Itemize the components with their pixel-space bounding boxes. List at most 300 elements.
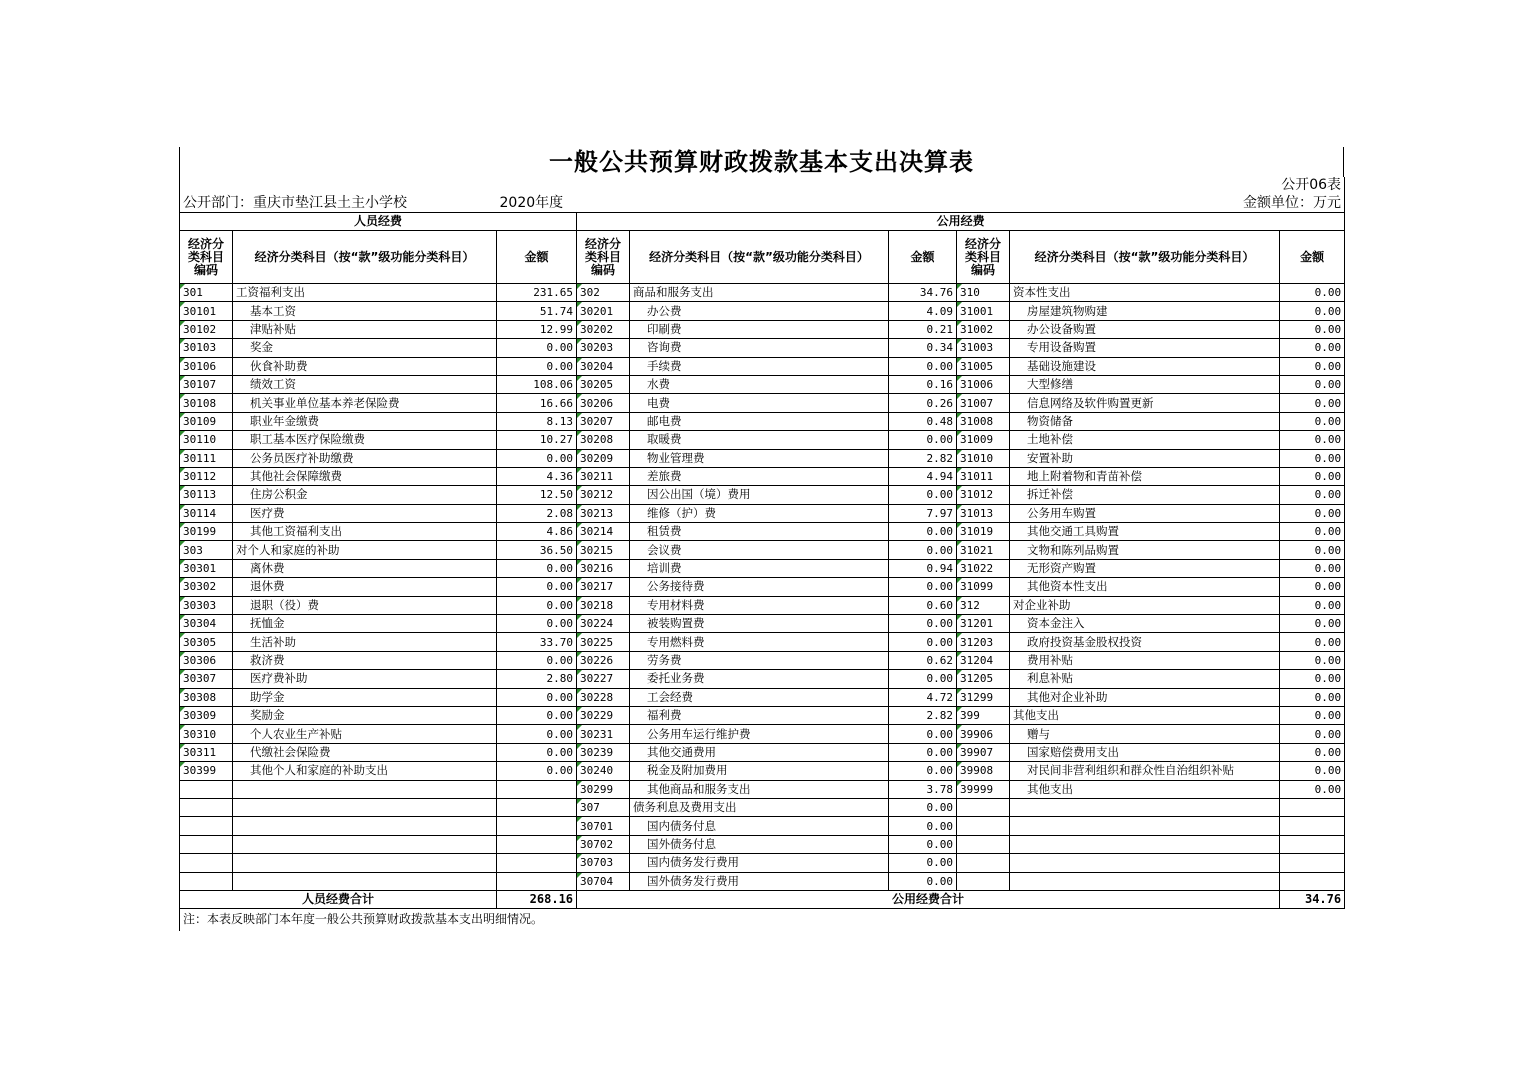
item-amount: 0.00 xyxy=(497,615,577,633)
item-amount: 0.00 xyxy=(497,596,577,614)
item-amount: 0.00 xyxy=(889,670,957,688)
item-code: 30218 xyxy=(577,596,630,614)
item-code: 30305 xyxy=(180,633,233,651)
item-amount: 0.00 xyxy=(1280,596,1345,614)
item-amount: 0.00 xyxy=(497,559,577,577)
table-row xyxy=(180,449,1345,467)
table-row xyxy=(180,725,1345,743)
item-code xyxy=(957,835,1010,853)
item-code: 30108 xyxy=(180,394,233,412)
item-amount: 0.21 xyxy=(889,320,957,338)
item-name: 退职（役）费 xyxy=(233,596,497,614)
item-code: 30704 xyxy=(577,872,630,890)
item-name: 其他资本性支出 xyxy=(1010,578,1280,596)
item-name xyxy=(1010,872,1280,890)
item-code: 30101 xyxy=(180,302,233,320)
item-name: 其他交通工具购置 xyxy=(1010,523,1280,541)
item-amount: 0.00 xyxy=(1280,431,1345,449)
item-amount xyxy=(1280,798,1345,816)
item-name xyxy=(233,854,497,872)
header-name: 经济分类科目（按“款”级功能分类科目） xyxy=(630,231,889,284)
item-code: 30701 xyxy=(577,817,630,835)
item-code xyxy=(957,854,1010,872)
item-code: 30226 xyxy=(577,651,630,669)
item-name: 奖励金 xyxy=(233,706,497,724)
item-code: 30103 xyxy=(180,339,233,357)
item-amount: 4.72 xyxy=(889,688,957,706)
header-amount: 金额 xyxy=(1280,231,1345,284)
item-amount: 4.36 xyxy=(497,467,577,485)
item-code: 30211 xyxy=(577,467,630,485)
item-code: 31008 xyxy=(957,412,1010,430)
table-row xyxy=(180,835,1345,853)
item-name: 代缴社会保险费 xyxy=(233,743,497,761)
item-amount: 0.00 xyxy=(889,835,957,853)
item-name: 生活补助 xyxy=(233,633,497,651)
item-amount: 0.00 xyxy=(889,578,957,596)
item-code: 30207 xyxy=(577,412,630,430)
item-amount: 0.00 xyxy=(1280,762,1345,780)
item-name: 土地补偿 xyxy=(1010,431,1280,449)
item-amount: 0.00 xyxy=(1280,706,1345,724)
item-name: 其他支出 xyxy=(1010,780,1280,798)
item-name: 机关事业单位基本养老保险费 xyxy=(233,394,497,412)
item-code: 30111 xyxy=(180,449,233,467)
item-code xyxy=(180,798,233,816)
item-code: 30240 xyxy=(577,762,630,780)
item-name: 资本性支出 xyxy=(1010,284,1280,302)
item-name: 办公费 xyxy=(630,302,889,320)
item-code: 399 xyxy=(957,706,1010,724)
item-code: 310 xyxy=(957,284,1010,302)
item-name: 公务接待费 xyxy=(630,578,889,596)
item-name: 费用补贴 xyxy=(1010,651,1280,669)
item-amount: 0.00 xyxy=(1280,339,1345,357)
item-name: 其他社会保障缴费 xyxy=(233,467,497,485)
item-code xyxy=(180,854,233,872)
item-amount: 0.00 xyxy=(1280,504,1345,522)
item-name: 其他交通费用 xyxy=(630,743,889,761)
table-row xyxy=(180,798,1345,816)
item-code: 30224 xyxy=(577,615,630,633)
report-title: 一般公共预算财政拨款基本支出决算表 xyxy=(179,147,1344,177)
item-amount: 0.00 xyxy=(497,357,577,375)
item-name: 国外债务付息 xyxy=(630,835,889,853)
report-year: 2020年度 xyxy=(499,194,564,211)
item-code: 31203 xyxy=(957,633,1010,651)
item-amount: 12.99 xyxy=(497,320,577,338)
item-name: 印刷费 xyxy=(630,320,889,338)
item-amount: 0.00 xyxy=(497,449,577,467)
item-name: 绩效工资 xyxy=(233,375,497,393)
item-amount: 0.00 xyxy=(1280,486,1345,504)
item-amount: 0.00 xyxy=(497,651,577,669)
table-row xyxy=(180,394,1345,412)
item-name: 资本金注入 xyxy=(1010,615,1280,633)
item-code: 30102 xyxy=(180,320,233,338)
item-amount: 0.00 xyxy=(497,762,577,780)
item-name: 医疗费补助 xyxy=(233,670,497,688)
item-amount: 4.09 xyxy=(889,302,957,320)
item-amount xyxy=(497,817,577,835)
item-name: 无形资产购置 xyxy=(1010,559,1280,577)
item-amount: 16.66 xyxy=(497,394,577,412)
item-name: 国内债务付息 xyxy=(630,817,889,835)
item-amount: 0.16 xyxy=(889,375,957,393)
item-amount: 0.00 xyxy=(1280,578,1345,596)
table-row xyxy=(180,817,1345,835)
item-name: 救济费 xyxy=(233,651,497,669)
item-name: 水费 xyxy=(630,375,889,393)
item-amount: 51.74 xyxy=(497,302,577,320)
item-name: 房屋建筑物购建 xyxy=(1010,302,1280,320)
item-amount: 231.65 xyxy=(497,284,577,302)
item-name xyxy=(233,798,497,816)
item-code: 30703 xyxy=(577,854,630,872)
item-amount: 10.27 xyxy=(497,431,577,449)
item-name: 基础设施建设 xyxy=(1010,357,1280,375)
item-amount: 0.00 xyxy=(497,578,577,596)
item-name: 基本工资 xyxy=(233,302,497,320)
item-code: 30206 xyxy=(577,394,630,412)
item-code: 31299 xyxy=(957,688,1010,706)
item-code: 30228 xyxy=(577,688,630,706)
item-amount: 0.00 xyxy=(497,725,577,743)
item-amount xyxy=(497,780,577,798)
item-code: 30217 xyxy=(577,578,630,596)
personnel-total-label: 人员经费合计 xyxy=(180,890,497,908)
item-name: 委托业务费 xyxy=(630,670,889,688)
item-amount xyxy=(497,798,577,816)
item-amount: 3.78 xyxy=(889,780,957,798)
item-code: 30216 xyxy=(577,559,630,577)
item-code: 30231 xyxy=(577,725,630,743)
item-name: 其他支出 xyxy=(1010,706,1280,724)
item-code xyxy=(180,835,233,853)
table-row xyxy=(180,412,1345,430)
item-code: 30214 xyxy=(577,523,630,541)
table-row xyxy=(180,357,1345,375)
item-name: 对个人和家庭的补助 xyxy=(233,541,497,559)
item-code: 30113 xyxy=(180,486,233,504)
item-code: 30199 xyxy=(180,523,233,541)
item-name: 专用设备购置 xyxy=(1010,339,1280,357)
item-code: 31204 xyxy=(957,651,1010,669)
item-name: 培训费 xyxy=(630,559,889,577)
item-name: 离休费 xyxy=(233,559,497,577)
item-code xyxy=(180,817,233,835)
item-name: 债务利息及费用支出 xyxy=(630,798,889,816)
item-code: 30208 xyxy=(577,431,630,449)
item-amount: 0.00 xyxy=(1280,670,1345,688)
item-code: 30239 xyxy=(577,743,630,761)
item-amount: 0.00 xyxy=(1280,467,1345,485)
item-amount: 0.00 xyxy=(1280,375,1345,393)
item-amount: 33.70 xyxy=(497,633,577,651)
item-code: 31003 xyxy=(957,339,1010,357)
item-name: 物业管理费 xyxy=(630,449,889,467)
table-row xyxy=(180,706,1345,724)
item-code: 30205 xyxy=(577,375,630,393)
item-amount: 0.26 xyxy=(889,394,957,412)
item-amount: 0.94 xyxy=(889,559,957,577)
item-name: 津贴补贴 xyxy=(233,320,497,338)
item-name: 因公出国（境）费用 xyxy=(630,486,889,504)
item-amount: 12.50 xyxy=(497,486,577,504)
item-code: 30204 xyxy=(577,357,630,375)
item-amount: 0.00 xyxy=(1280,320,1345,338)
item-amount: 0.00 xyxy=(1280,523,1345,541)
item-code: 303 xyxy=(180,541,233,559)
item-name: 差旅费 xyxy=(630,467,889,485)
table-note: 注：本表反映部门本年度一般公共预算财政拨款基本支出明细情况。 xyxy=(179,909,1344,931)
item-code: 31205 xyxy=(957,670,1010,688)
item-code: 30306 xyxy=(180,651,233,669)
form-number: 公开06表 xyxy=(180,177,1345,194)
table-row xyxy=(180,854,1345,872)
item-code: 30203 xyxy=(577,339,630,357)
personnel-total-value: 268.16 xyxy=(497,890,577,908)
item-code: 31009 xyxy=(957,431,1010,449)
amount-unit: 金额单位：万元 xyxy=(1010,194,1345,212)
item-code: 302 xyxy=(577,284,630,302)
item-code: 31012 xyxy=(957,486,1010,504)
item-name: 物资储备 xyxy=(1010,412,1280,430)
item-name: 邮电费 xyxy=(630,412,889,430)
item-name: 地上附着物和青苗补偿 xyxy=(1010,467,1280,485)
table-row xyxy=(180,320,1345,338)
table-row xyxy=(180,872,1345,890)
item-amount: 108.06 xyxy=(497,375,577,393)
table-row xyxy=(180,578,1345,596)
item-code: 31001 xyxy=(957,302,1010,320)
item-amount: 0.00 xyxy=(497,688,577,706)
header-code: 经济分类科目编码 xyxy=(957,231,1010,284)
table-row xyxy=(180,596,1345,614)
item-name: 税金及附加费用 xyxy=(630,762,889,780)
table-row xyxy=(180,284,1345,302)
item-code: 30299 xyxy=(577,780,630,798)
item-code: 31099 xyxy=(957,578,1010,596)
item-name: 医疗费 xyxy=(233,504,497,522)
item-name: 奖金 xyxy=(233,339,497,357)
item-name: 公务员医疗补助缴费 xyxy=(233,449,497,467)
item-name: 国家赔偿费用支出 xyxy=(1010,743,1280,761)
item-name: 文物和陈列品购置 xyxy=(1010,541,1280,559)
header-code: 经济分类科目编码 xyxy=(180,231,233,284)
department-name: 公开部门：重庆市垫江县土主小学校 xyxy=(180,194,497,212)
item-amount: 0.00 xyxy=(889,743,957,761)
item-code: 31201 xyxy=(957,615,1010,633)
item-amount: 0.00 xyxy=(1280,449,1345,467)
item-code: 30227 xyxy=(577,670,630,688)
table-row xyxy=(180,541,1345,559)
item-amount: 0.00 xyxy=(1280,743,1345,761)
table-row xyxy=(180,651,1345,669)
item-name: 咨询费 xyxy=(630,339,889,357)
expenditure-table xyxy=(179,212,1345,909)
item-code: 31021 xyxy=(957,541,1010,559)
item-amount: 0.00 xyxy=(889,725,957,743)
item-code: 30209 xyxy=(577,449,630,467)
item-amount: 0.00 xyxy=(889,431,957,449)
item-code: 30225 xyxy=(577,633,630,651)
item-name: 大型修缮 xyxy=(1010,375,1280,393)
item-name: 公务用车购置 xyxy=(1010,504,1280,522)
item-amount: 34.76 xyxy=(889,284,957,302)
header-amount: 金额 xyxy=(497,231,577,284)
item-amount: 0.00 xyxy=(889,872,957,890)
item-amount: 0.60 xyxy=(889,596,957,614)
item-amount: 0.00 xyxy=(1280,651,1345,669)
item-name: 专用燃料费 xyxy=(630,633,889,651)
item-amount xyxy=(1280,872,1345,890)
header-name: 经济分类科目（按“款”级功能分类科目） xyxy=(233,231,497,284)
item-name: 电费 xyxy=(630,394,889,412)
item-code: 31006 xyxy=(957,375,1010,393)
item-amount: 0.00 xyxy=(1280,688,1345,706)
item-code: 31013 xyxy=(957,504,1010,522)
item-amount: 2.80 xyxy=(497,670,577,688)
item-amount: 0.62 xyxy=(889,651,957,669)
item-code: 30399 xyxy=(180,762,233,780)
item-name: 国外债务发行费用 xyxy=(630,872,889,890)
item-name: 信息网络及软件购置更新 xyxy=(1010,394,1280,412)
item-name: 租赁费 xyxy=(630,523,889,541)
item-amount: 36.50 xyxy=(497,541,577,559)
item-amount: 0.00 xyxy=(497,339,577,357)
item-code: 30213 xyxy=(577,504,630,522)
item-name: 维修（护）费 xyxy=(630,504,889,522)
item-amount: 0.00 xyxy=(889,615,957,633)
item-name: 其他对企业补助 xyxy=(1010,688,1280,706)
table-row xyxy=(180,743,1345,761)
item-code: 39907 xyxy=(957,743,1010,761)
public-total-label: 公用经费合计 xyxy=(577,890,1280,908)
item-name: 伙食补助费 xyxy=(233,357,497,375)
item-name xyxy=(233,817,497,835)
item-amount: 2.08 xyxy=(497,504,577,522)
item-code: 301 xyxy=(180,284,233,302)
item-code: 30303 xyxy=(180,596,233,614)
item-name: 工会经费 xyxy=(630,688,889,706)
item-amount: 0.00 xyxy=(1280,284,1345,302)
item-amount xyxy=(497,872,577,890)
item-name: 办公设备购置 xyxy=(1010,320,1280,338)
item-amount: 0.48 xyxy=(889,412,957,430)
item-name: 福利费 xyxy=(630,706,889,724)
item-code: 39908 xyxy=(957,762,1010,780)
table-row xyxy=(180,504,1345,522)
item-code: 31002 xyxy=(957,320,1010,338)
item-amount: 0.00 xyxy=(1280,357,1345,375)
item-name: 劳务费 xyxy=(630,651,889,669)
item-code xyxy=(957,872,1010,890)
item-code: 30304 xyxy=(180,615,233,633)
table-row xyxy=(180,339,1345,357)
item-amount: 4.94 xyxy=(889,467,957,485)
header-name: 经济分类科目（按“款”级功能分类科目） xyxy=(1010,231,1280,284)
item-code xyxy=(180,872,233,890)
item-amount: 0.00 xyxy=(889,633,957,651)
item-code: 30109 xyxy=(180,412,233,430)
item-name xyxy=(233,780,497,798)
item-code: 39999 xyxy=(957,780,1010,798)
item-code: 31019 xyxy=(957,523,1010,541)
totals-row xyxy=(180,890,1345,908)
item-code: 30302 xyxy=(180,578,233,596)
item-amount: 8.13 xyxy=(497,412,577,430)
table-row xyxy=(180,486,1345,504)
header-amount: 金额 xyxy=(889,231,957,284)
table-row xyxy=(180,688,1345,706)
item-amount: 0.00 xyxy=(1280,633,1345,651)
item-name xyxy=(1010,835,1280,853)
item-name: 个人农业生产补贴 xyxy=(233,725,497,743)
item-amount: 0.00 xyxy=(1280,412,1345,430)
item-amount: 0.34 xyxy=(889,339,957,357)
item-code: 31010 xyxy=(957,449,1010,467)
item-name: 专用材料费 xyxy=(630,596,889,614)
item-code: 31022 xyxy=(957,559,1010,577)
item-code: 30308 xyxy=(180,688,233,706)
item-name: 住房公积金 xyxy=(233,486,497,504)
table-row xyxy=(180,780,1345,798)
item-amount: 7.97 xyxy=(889,504,957,522)
item-code: 31011 xyxy=(957,467,1010,485)
item-code: 30202 xyxy=(577,320,630,338)
item-code: 30702 xyxy=(577,835,630,853)
item-amount: 0.00 xyxy=(1280,780,1345,798)
item-code: 31005 xyxy=(957,357,1010,375)
item-name: 其他商品和服务支出 xyxy=(630,780,889,798)
item-name xyxy=(1010,817,1280,835)
item-amount: 0.00 xyxy=(1280,394,1345,412)
item-name: 安置补助 xyxy=(1010,449,1280,467)
item-amount: 4.86 xyxy=(497,523,577,541)
section-personnel: 人员经费 xyxy=(180,213,577,231)
item-code: 30201 xyxy=(577,302,630,320)
item-name: 手续费 xyxy=(630,357,889,375)
item-code: 312 xyxy=(957,596,1010,614)
item-name: 会议费 xyxy=(630,541,889,559)
item-code: 30307 xyxy=(180,670,233,688)
item-name xyxy=(1010,798,1280,816)
item-amount: 0.00 xyxy=(1280,559,1345,577)
item-amount: 0.00 xyxy=(497,706,577,724)
item-amount: 0.00 xyxy=(1280,615,1345,633)
item-name: 商品和服务支出 xyxy=(630,284,889,302)
item-name: 职业年金缴费 xyxy=(233,412,497,430)
item-name: 政府投资基金股权投资 xyxy=(1010,633,1280,651)
item-name: 拆迁补偿 xyxy=(1010,486,1280,504)
item-code xyxy=(180,780,233,798)
item-code: 30229 xyxy=(577,706,630,724)
item-amount: 0.00 xyxy=(1280,541,1345,559)
item-name: 助学金 xyxy=(233,688,497,706)
item-name: 对民间非营利组织和群众性自治组织补贴 xyxy=(1010,762,1280,780)
table-row xyxy=(180,431,1345,449)
item-code: 30106 xyxy=(180,357,233,375)
item-name: 对企业补助 xyxy=(1010,596,1280,614)
item-amount xyxy=(497,835,577,853)
item-code: 30107 xyxy=(180,375,233,393)
item-name: 其他工资福利支出 xyxy=(233,523,497,541)
item-name: 其他个人和家庭的补助支出 xyxy=(233,762,497,780)
item-amount xyxy=(1280,835,1345,853)
item-code: 30114 xyxy=(180,504,233,522)
item-name: 工资福利支出 xyxy=(233,284,497,302)
